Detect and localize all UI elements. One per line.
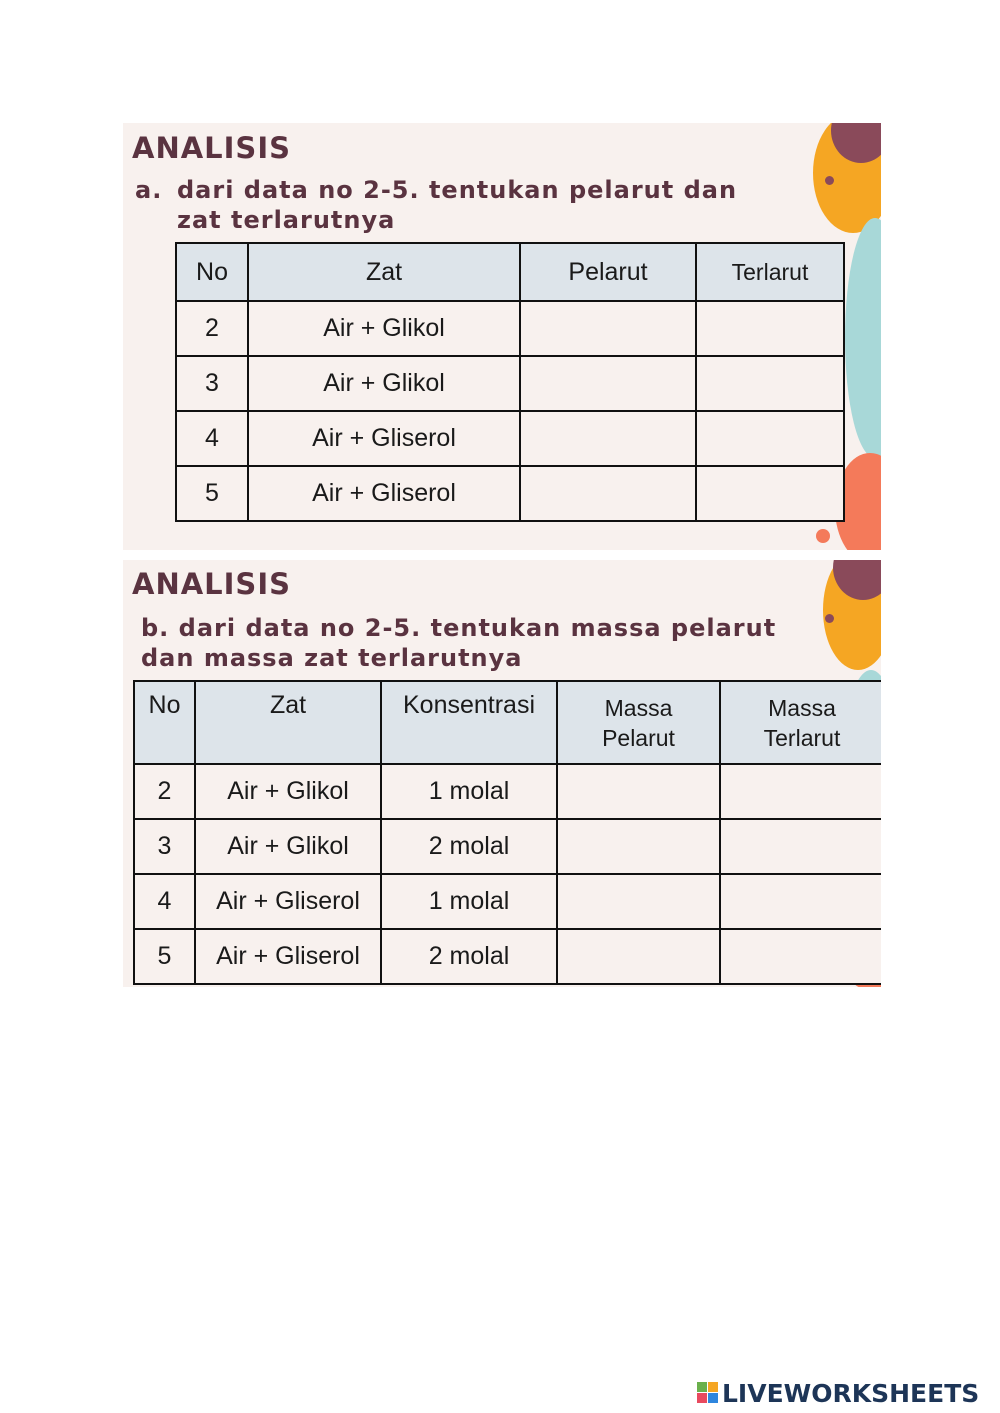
analysis-panel-b	[123, 560, 881, 987]
answer-cell-massa-pelarut[interactable]	[557, 764, 720, 819]
header-terlarut: Terlarut	[696, 243, 844, 301]
answer-cell-pelarut[interactable]	[520, 411, 696, 466]
section-heading: ANALISIS	[132, 131, 291, 165]
answer-cell-massa-pelarut[interactable]	[557, 874, 720, 929]
question-line-1: b. dari data no 2-5. tentukan massa pelarut	[141, 614, 777, 642]
cell-no: 4	[134, 874, 195, 929]
question-text	[141, 613, 776, 673]
header-zat: Zat	[248, 243, 520, 301]
cell-konsentrasi: 2 molal	[381, 819, 557, 874]
answer-cell-massa-terlarut[interactable]	[720, 929, 881, 984]
header-massa-pelarut: Massa Pelarut	[557, 681, 720, 764]
header-no: No	[134, 681, 195, 764]
cell-konsentrasi: 1 molal	[381, 874, 557, 929]
cell-zat: Air + Glikol	[248, 301, 520, 356]
table-row	[134, 764, 881, 819]
answer-cell-massa-pelarut[interactable]	[557, 819, 720, 874]
liveworksheets-logo-icon	[697, 1382, 719, 1404]
decor-dot	[825, 176, 834, 185]
cell-zat: Air + Gliserol	[195, 874, 381, 929]
header-pelarut: Pelarut	[520, 243, 696, 301]
question-line-2: zat terlarutnya	[177, 206, 396, 234]
cell-zat: Air + Gliserol	[248, 466, 520, 521]
header-massa-terlarut: Massa Terlarut	[720, 681, 881, 764]
decor-dot	[825, 614, 834, 623]
cell-zat: Air + Gliserol	[248, 411, 520, 466]
answer-cell-terlarut[interactable]	[696, 356, 844, 411]
decor-dot	[816, 529, 830, 543]
header-konsentrasi: Konsentrasi	[381, 681, 557, 764]
question-text	[135, 175, 737, 235]
table-row	[134, 929, 881, 984]
answer-cell-pelarut[interactable]	[520, 301, 696, 356]
answer-cell-terlarut[interactable]	[696, 411, 844, 466]
analysis-panel-a	[123, 123, 881, 550]
cell-zat: Air + Gliserol	[195, 929, 381, 984]
decor-blob-teal	[845, 218, 881, 458]
cell-zat: Air + Glikol	[248, 356, 520, 411]
answer-cell-pelarut[interactable]	[520, 466, 696, 521]
logo-text: LIVEWORKSHEETS	[722, 1378, 980, 1408]
section-heading: ANALISIS	[132, 567, 291, 601]
table-row	[176, 466, 844, 521]
header-zat: Zat	[195, 681, 381, 764]
question-line-2: dan massa zat terlarutnya	[141, 644, 523, 672]
cell-no: 3	[176, 356, 248, 411]
table-header-row	[134, 681, 881, 764]
cell-no: 2	[134, 764, 195, 819]
table-row	[134, 874, 881, 929]
table-header-row	[176, 243, 844, 301]
cell-zat: Air + Glikol	[195, 764, 381, 819]
answer-cell-massa-terlarut[interactable]	[720, 764, 881, 819]
answer-cell-terlarut[interactable]	[696, 466, 844, 521]
answer-cell-pelarut[interactable]	[520, 356, 696, 411]
liveworksheets-logo	[697, 1378, 979, 1408]
mass-table	[133, 680, 881, 985]
cell-zat: Air + Glikol	[195, 819, 381, 874]
solvent-solute-table	[175, 242, 845, 522]
cell-no: 2	[176, 301, 248, 356]
table-row	[134, 819, 881, 874]
header-no: No	[176, 243, 248, 301]
table-row	[176, 356, 844, 411]
answer-cell-massa-terlarut[interactable]	[720, 819, 881, 874]
cell-no: 5	[176, 466, 248, 521]
question-line-1: dari data no 2-5. tentukan pelarut dan	[177, 176, 738, 204]
answer-cell-terlarut[interactable]	[696, 301, 844, 356]
question-marker: a.	[135, 176, 163, 204]
cell-konsentrasi: 1 molal	[381, 764, 557, 819]
answer-cell-massa-pelarut[interactable]	[557, 929, 720, 984]
answer-cell-massa-terlarut[interactable]	[720, 874, 881, 929]
table-row	[176, 301, 844, 356]
cell-no: 5	[134, 929, 195, 984]
cell-no: 4	[176, 411, 248, 466]
table-row	[176, 411, 844, 466]
cell-no: 3	[134, 819, 195, 874]
cell-konsentrasi: 2 molal	[381, 929, 557, 984]
